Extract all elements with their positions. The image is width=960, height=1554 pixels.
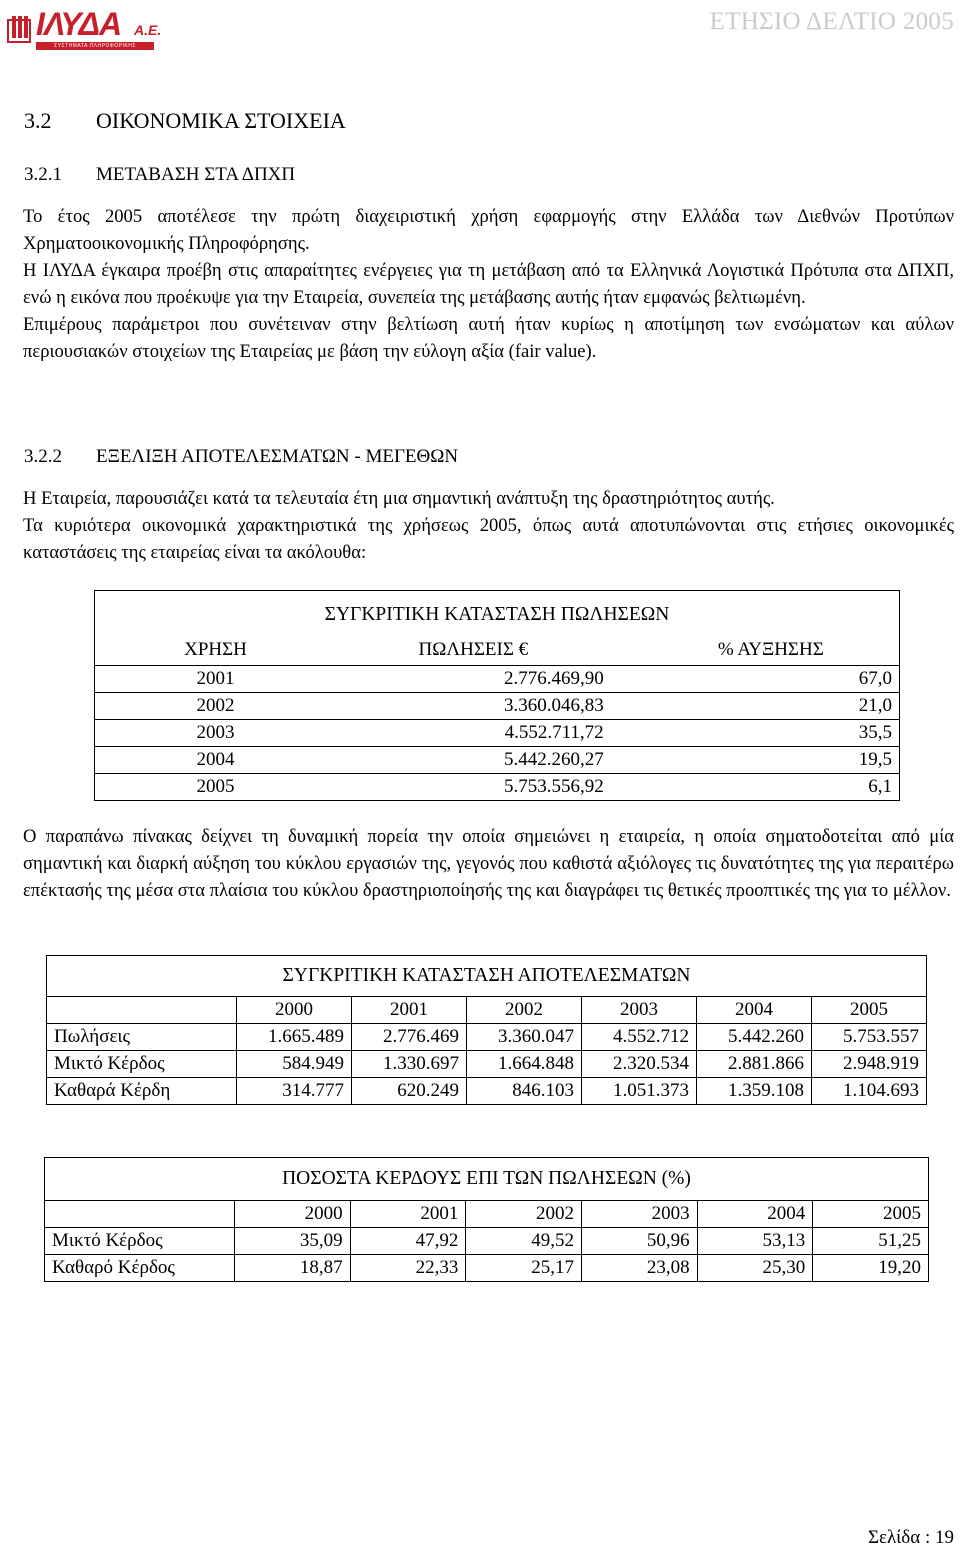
growth-cell: 67,0 bbox=[610, 666, 900, 693]
paragraph: Τα κυριότερα οικονομικά χαρακτηριστικά της χρήσεως 2005, όπως αυτά αποτυπώνονται στις ετήσιες οικονομικές καταστάσεις της εταιρείας είναι τα ακόλουθα: bbox=[23, 515, 954, 563]
table-row bbox=[47, 1078, 927, 1105]
table-header-row bbox=[95, 635, 900, 666]
table-title: ΣΥΓΚΡΙΤΙΚΗ ΚΑΤΑΣΤΑΣΗ ΠΩΛΗΣΕΩΝ bbox=[324, 604, 670, 625]
value-cell: 5.442.260 bbox=[697, 1024, 812, 1051]
empty-header-cell bbox=[45, 1201, 235, 1228]
year-header: 2004 bbox=[697, 997, 812, 1024]
paragraph: Ο παραπάνω πίνακας δείχνει τη δυναμική πορεία την οποία σημειώνει η εταιρεία, η οποία σηματοδοτείται από μία σημαντική και διαρκή αύξηση του κύκλου εργασιών της, γεγονός που καθιστά αξιόλογες τις δυνατότητες της για περαιτέρω επέκτασής της μέσα στα πλαίσια του κύκλου δραστηριοποίησής της και διαγράφει τις θετικές προοπτικές της για το μέλλον. bbox=[23, 826, 954, 901]
value-cell: 1.051.373 bbox=[582, 1078, 697, 1105]
value-cell: 22,33 bbox=[350, 1255, 466, 1282]
value-cell: 2.776.469 bbox=[352, 1024, 467, 1051]
sales-cell: 2.776.469,90 bbox=[336, 666, 610, 693]
year-header: 2002 bbox=[466, 1201, 582, 1228]
column-header: % ΑΥΞΗΣΗΣ bbox=[717, 639, 824, 660]
subsection-number: 3.2.1 bbox=[24, 164, 62, 185]
value-cell: 49,52 bbox=[466, 1228, 582, 1255]
growth-cell: 6,1 bbox=[610, 774, 900, 801]
table-row bbox=[95, 774, 900, 801]
subsection-title: ΜΕΤΑΒΑΣΗ ΣΤΑ ΔΠΧΠ bbox=[96, 164, 296, 185]
year-cell: 2004 bbox=[95, 747, 337, 774]
growth-cell: 19,5 bbox=[610, 747, 900, 774]
table-title: ΣΥΓΚΡΙΤΙΚΗ ΚΑΤΑΣΤΑΣΗ ΑΠΟΤΕΛΕΣΜΑΤΩΝ bbox=[47, 956, 927, 997]
sales-comparison-table bbox=[94, 590, 900, 801]
table-row bbox=[47, 1051, 927, 1078]
transition-text bbox=[23, 203, 954, 365]
row-label: Καθαρά Κέρδη bbox=[47, 1078, 237, 1105]
section-number: 3.2 bbox=[24, 108, 52, 133]
logo-suffix: Α.Ε. bbox=[134, 22, 162, 38]
paragraph: Επιμέρους παράμετροι που συνέτειναν στην βελτίωση αυτή ήταν κυρίως η αποτίμηση των ενσώματων και αύλων περιουσιακών στοιχείων της Εταιρείας με βάση την εύλογη αξία (fair value). bbox=[23, 314, 954, 362]
table-row bbox=[95, 666, 900, 693]
table-row bbox=[45, 1228, 929, 1255]
year-header: 2001 bbox=[350, 1201, 466, 1228]
empty-header-cell bbox=[47, 997, 237, 1024]
sales-cell: 5.753.556,92 bbox=[336, 774, 610, 801]
sales-cell: 3.360.046,83 bbox=[336, 693, 610, 720]
year-header: 2003 bbox=[581, 1201, 697, 1228]
results-intro-text bbox=[23, 485, 954, 566]
value-cell: 47,92 bbox=[350, 1228, 466, 1255]
year-header: 2005 bbox=[813, 1201, 929, 1228]
year-cell: 2005 bbox=[95, 774, 337, 801]
value-cell: 53,13 bbox=[697, 1228, 813, 1255]
column-header: ΠΩΛΗΣΕΙΣ € bbox=[418, 639, 529, 660]
sales-cell: 5.442.260,27 bbox=[336, 747, 610, 774]
row-label: Μικτό Κέρδος bbox=[47, 1051, 237, 1078]
value-cell: 5.753.557 bbox=[812, 1024, 927, 1051]
value-cell: 314.777 bbox=[237, 1078, 352, 1105]
value-cell: 1.359.108 bbox=[697, 1078, 812, 1105]
year-header: 2000 bbox=[235, 1201, 351, 1228]
row-label: Καθαρό Κέρδος bbox=[45, 1255, 235, 1282]
table-row bbox=[45, 1255, 929, 1282]
report-title: ΕΤΗΣΙΟ ΔΕΛΤΙΟ 2005 bbox=[709, 8, 954, 35]
value-cell: 25,17 bbox=[466, 1255, 582, 1282]
value-cell: 1.330.697 bbox=[352, 1051, 467, 1078]
value-cell: 51,25 bbox=[813, 1228, 929, 1255]
paragraph: Η ΙΛΥΔΑ έγκαιρα προέβη στις απαραίτητες ενέργειες για τη μετάβαση από τα Ελληνικά Λογιστικά Πρότυπα στα ΔΠΧΠ, ενώ η εικόνα που προέκυψε για την Εταιρεία, συνεπεία της μετάβασης αυτής ήταν εμφανώς βελτιωμένη. bbox=[23, 260, 954, 308]
value-cell: 18,87 bbox=[235, 1255, 351, 1282]
logo-mark-icon bbox=[6, 14, 32, 44]
value-cell: 50,96 bbox=[581, 1228, 697, 1255]
table-header-row bbox=[45, 1201, 929, 1228]
table-header-row bbox=[47, 997, 927, 1024]
paragraph: Το έτος 2005 αποτέλεσε την πρώτη διαχειριστική χρήση εφαρμογής στην Ελλάδα των Διεθνών Προτύπων Χρηματοοικονομικής Πληροφόρησης. bbox=[23, 206, 954, 254]
value-cell: 846.103 bbox=[467, 1078, 582, 1105]
year-header: 2000 bbox=[237, 997, 352, 1024]
table-row bbox=[95, 747, 900, 774]
table-title: ΠΟΣΟΣΤΑ ΚΕΡΔΟΥΣ ΕΠΙ ΤΩΝ ΠΩΛΗΣΕΩΝ (%) bbox=[45, 1158, 929, 1201]
page-number: Σελίδα : 19 bbox=[867, 1527, 954, 1548]
results-comparison-table bbox=[46, 955, 927, 1105]
year-header: 2004 bbox=[697, 1201, 813, 1228]
value-cell: 19,20 bbox=[813, 1255, 929, 1282]
value-cell: 25,30 bbox=[697, 1255, 813, 1282]
year-header: 2002 bbox=[467, 997, 582, 1024]
value-cell: 620.249 bbox=[352, 1078, 467, 1105]
subsection-heading-2 bbox=[24, 446, 458, 468]
table-row bbox=[95, 693, 900, 720]
year-cell: 2001 bbox=[95, 666, 337, 693]
company-logo bbox=[6, 8, 166, 48]
subsection-number: 3.2.2 bbox=[24, 446, 62, 467]
sales-commentary bbox=[23, 823, 954, 904]
paragraph: Η Εταιρεία, παρουσιάζει κατά τα τελευταία έτη μια σημαντική ανάπτυξη της δραστηριότητος αυτής. bbox=[23, 488, 775, 509]
year-header: 2005 bbox=[812, 997, 927, 1024]
value-cell: 1.664.848 bbox=[467, 1051, 582, 1078]
table-row bbox=[95, 720, 900, 747]
year-header: 2001 bbox=[352, 997, 467, 1024]
row-label: Μικτό Κέρδος bbox=[45, 1228, 235, 1255]
growth-cell: 35,5 bbox=[610, 720, 900, 747]
value-cell: 35,09 bbox=[235, 1228, 351, 1255]
section-heading bbox=[24, 108, 346, 134]
year-header: 2003 bbox=[582, 997, 697, 1024]
value-cell: 2.320.534 bbox=[582, 1051, 697, 1078]
value-cell: 4.552.712 bbox=[582, 1024, 697, 1051]
growth-cell: 21,0 bbox=[610, 693, 900, 720]
value-cell: 23,08 bbox=[581, 1255, 697, 1282]
value-cell: 2.881.866 bbox=[697, 1051, 812, 1078]
sales-cell: 4.552.711,72 bbox=[336, 720, 610, 747]
table-row bbox=[47, 1024, 927, 1051]
logo-tagline: ΣΥΣΤΗΜΑΤΑ ΠΛΗΡΟΦΟΡΙΚΗΣ bbox=[36, 42, 154, 50]
year-cell: 2003 bbox=[95, 720, 337, 747]
column-header: ΧΡΗΣΗ bbox=[184, 639, 247, 660]
profit-margin-table bbox=[44, 1157, 929, 1282]
value-cell: 1.104.693 bbox=[812, 1078, 927, 1105]
row-label: Πωλήσεις bbox=[47, 1024, 237, 1051]
subsection-heading-1 bbox=[24, 164, 295, 186]
year-cell: 2002 bbox=[95, 693, 337, 720]
subsection-title: ΕΞΕΛΙΞΗ ΑΠΟΤΕΛΕΣΜΑΤΩΝ - ΜΕΓΕΘΩΝ bbox=[96, 446, 459, 467]
value-cell: 584.949 bbox=[237, 1051, 352, 1078]
value-cell: 3.360.047 bbox=[467, 1024, 582, 1051]
logo-text: ΙΛΥΔΑ bbox=[36, 6, 122, 42]
section-title: ΟΙΚΟΝΟΜΙΚΑ ΣΤΟΙΧΕΙΑ bbox=[96, 108, 346, 133]
value-cell: 2.948.919 bbox=[812, 1051, 927, 1078]
value-cell: 1.665.489 bbox=[237, 1024, 352, 1051]
